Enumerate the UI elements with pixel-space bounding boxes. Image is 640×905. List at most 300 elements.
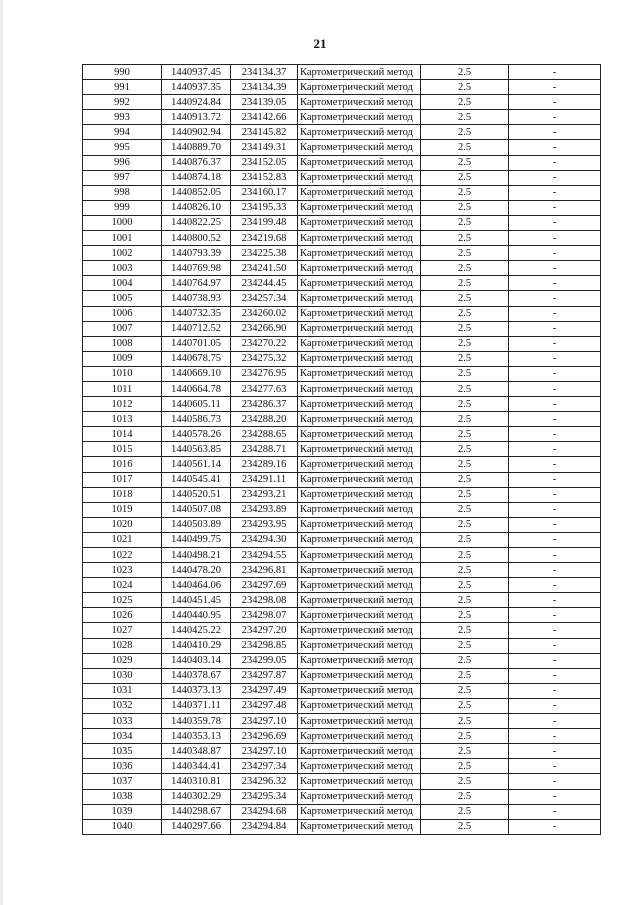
table-row <box>83 487 601 502</box>
table-row <box>83 185 601 200</box>
table-row <box>83 774 601 789</box>
y-coordinate-cell: 234288.65 <box>231 427 298 442</box>
description-cell: - <box>509 638 601 653</box>
accuracy-cell: 2.5 <box>421 638 509 653</box>
x-coordinate-cell: 1440605.11 <box>162 397 231 412</box>
method-cell: Картометрический метод <box>298 578 421 593</box>
table-row <box>83 366 601 381</box>
y-coordinate-cell: 234297.48 <box>231 698 298 713</box>
x-coordinate-cell: 1440664.78 <box>162 381 231 396</box>
table-row <box>83 819 601 834</box>
method-cell: Картометрический метод <box>298 472 421 487</box>
x-coordinate-cell: 1440520.51 <box>162 487 231 502</box>
method-cell: Картометрический метод <box>298 65 421 80</box>
y-coordinate-cell: 234291.11 <box>231 472 298 487</box>
x-coordinate-cell: 1440310.81 <box>162 774 231 789</box>
x-coordinate-cell: 1440371.11 <box>162 698 231 713</box>
method-cell: Картометрический метод <box>298 698 421 713</box>
y-coordinate-cell: 234145.82 <box>231 125 298 140</box>
accuracy-cell: 2.5 <box>421 140 509 155</box>
y-coordinate-cell: 234297.49 <box>231 683 298 698</box>
x-coordinate-cell: 1440302.29 <box>162 789 231 804</box>
point-number-cell: 1018 <box>83 487 162 502</box>
point-number-cell: 998 <box>83 185 162 200</box>
table-row <box>83 110 601 125</box>
table-row <box>83 578 601 593</box>
point-number-cell: 1014 <box>83 427 162 442</box>
table-row <box>83 593 601 608</box>
method-cell: Картометрический метод <box>298 276 421 291</box>
x-coordinate-cell: 1440507.08 <box>162 502 231 517</box>
accuracy-cell: 2.5 <box>421 110 509 125</box>
y-coordinate-cell: 234142.66 <box>231 110 298 125</box>
method-cell: Картометрический метод <box>298 351 421 366</box>
description-cell: - <box>509 125 601 140</box>
accuracy-cell: 2.5 <box>421 548 509 563</box>
method-cell: Картометрический метод <box>298 668 421 683</box>
method-cell: Картометрический метод <box>298 502 421 517</box>
method-cell: Картометрический метод <box>298 261 421 276</box>
description-cell: - <box>509 155 601 170</box>
method-cell: Картометрический метод <box>298 638 421 653</box>
y-coordinate-cell: 234149.31 <box>231 140 298 155</box>
method-cell: Картометрический метод <box>298 729 421 744</box>
point-number-cell: 995 <box>83 140 162 155</box>
description-cell: - <box>509 442 601 457</box>
y-coordinate-cell: 234244.45 <box>231 276 298 291</box>
point-number-cell: 1027 <box>83 623 162 638</box>
table-row <box>83 412 601 427</box>
y-coordinate-cell: 234277.63 <box>231 381 298 396</box>
x-coordinate-cell: 1440902.94 <box>162 125 231 140</box>
description-cell: - <box>509 95 601 110</box>
table-row <box>83 397 601 412</box>
point-number-cell: 1039 <box>83 804 162 819</box>
y-coordinate-cell: 234257.34 <box>231 291 298 306</box>
x-coordinate-cell: 1440297.66 <box>162 819 231 834</box>
y-coordinate-cell: 234266.90 <box>231 321 298 336</box>
method-cell: Картометрический метод <box>298 683 421 698</box>
accuracy-cell: 2.5 <box>421 532 509 547</box>
table-row <box>83 804 601 819</box>
accuracy-cell: 2.5 <box>421 155 509 170</box>
description-cell: - <box>509 759 601 774</box>
y-coordinate-cell: 234152.05 <box>231 155 298 170</box>
y-coordinate-cell: 234134.39 <box>231 80 298 95</box>
y-coordinate-cell: 234152.83 <box>231 170 298 185</box>
accuracy-cell: 2.5 <box>421 306 509 321</box>
description-cell: - <box>509 306 601 321</box>
method-cell: Картометрический метод <box>298 185 421 200</box>
point-number-cell: 1038 <box>83 789 162 804</box>
accuracy-cell: 2.5 <box>421 789 509 804</box>
x-coordinate-cell: 1440464.06 <box>162 578 231 593</box>
accuracy-cell: 2.5 <box>421 321 509 336</box>
description-cell: - <box>509 744 601 759</box>
y-coordinate-cell: 234297.20 <box>231 623 298 638</box>
x-coordinate-cell: 1440451.45 <box>162 593 231 608</box>
point-number-cell: 1016 <box>83 457 162 472</box>
table-row <box>83 472 601 487</box>
method-cell: Картометрический метод <box>298 819 421 834</box>
y-coordinate-cell: 234296.81 <box>231 563 298 578</box>
method-cell: Картометрический метод <box>298 653 421 668</box>
method-cell: Картометрический метод <box>298 442 421 457</box>
y-coordinate-cell: 234295.34 <box>231 789 298 804</box>
description-cell: - <box>509 789 601 804</box>
description-cell: - <box>509 276 601 291</box>
description-cell: - <box>509 336 601 351</box>
y-coordinate-cell: 234195.33 <box>231 200 298 215</box>
page-number: 21 <box>313 36 327 51</box>
accuracy-cell: 2.5 <box>421 185 509 200</box>
table-row <box>83 502 601 517</box>
y-coordinate-cell: 234294.30 <box>231 532 298 547</box>
y-coordinate-cell: 234260.02 <box>231 306 298 321</box>
y-coordinate-cell: 234299.05 <box>231 653 298 668</box>
point-number-cell: 1003 <box>83 261 162 276</box>
table-row <box>83 683 601 698</box>
method-cell: Картометрический метод <box>298 366 421 381</box>
method-cell: Картометрический метод <box>298 759 421 774</box>
table-row <box>83 457 601 472</box>
x-coordinate-cell: 1440874.18 <box>162 170 231 185</box>
description-cell: - <box>509 231 601 246</box>
y-coordinate-cell: 234289.16 <box>231 457 298 472</box>
description-cell: - <box>509 548 601 563</box>
table-row <box>83 80 601 95</box>
table-row <box>83 336 601 351</box>
x-coordinate-cell: 1440586.73 <box>162 412 231 427</box>
x-coordinate-cell: 1440669.10 <box>162 366 231 381</box>
accuracy-cell: 2.5 <box>421 291 509 306</box>
description-cell: - <box>509 65 601 80</box>
point-number-cell: 1031 <box>83 683 162 698</box>
point-number-cell: 1024 <box>83 578 162 593</box>
accuracy-cell: 2.5 <box>421 819 509 834</box>
x-coordinate-cell: 1440440.95 <box>162 608 231 623</box>
point-number-cell: 1026 <box>83 608 162 623</box>
table-row <box>83 215 601 230</box>
y-coordinate-cell: 234288.71 <box>231 442 298 457</box>
accuracy-cell: 2.5 <box>421 608 509 623</box>
point-number-cell: 1037 <box>83 774 162 789</box>
y-coordinate-cell: 234276.95 <box>231 366 298 381</box>
description-cell: - <box>509 563 601 578</box>
description-cell: - <box>509 668 601 683</box>
method-cell: Картометрический метод <box>298 321 421 336</box>
x-coordinate-cell: 1440738.93 <box>162 291 231 306</box>
table-row <box>83 351 601 366</box>
x-coordinate-cell: 1440822.25 <box>162 215 231 230</box>
description-cell: - <box>509 532 601 547</box>
table-row <box>83 714 601 729</box>
point-number-cell: 1035 <box>83 744 162 759</box>
description-cell: - <box>509 502 601 517</box>
description-cell: - <box>509 185 601 200</box>
method-cell: Картометрический метод <box>298 200 421 215</box>
y-coordinate-cell: 234297.10 <box>231 744 298 759</box>
accuracy-cell: 2.5 <box>421 170 509 185</box>
accuracy-cell: 2.5 <box>421 517 509 532</box>
y-coordinate-cell: 234297.34 <box>231 759 298 774</box>
x-coordinate-cell: 1440561.14 <box>162 457 231 472</box>
point-number-cell: 1034 <box>83 729 162 744</box>
point-number-cell: 1029 <box>83 653 162 668</box>
x-coordinate-cell: 1440298.67 <box>162 804 231 819</box>
accuracy-cell: 2.5 <box>421 366 509 381</box>
accuracy-cell: 2.5 <box>421 200 509 215</box>
accuracy-cell: 2.5 <box>421 336 509 351</box>
method-cell: Картометрический метод <box>298 608 421 623</box>
accuracy-cell: 2.5 <box>421 412 509 427</box>
table-row <box>83 95 601 110</box>
accuracy-cell: 2.5 <box>421 95 509 110</box>
accuracy-cell: 2.5 <box>421 729 509 744</box>
x-coordinate-cell: 1440852.05 <box>162 185 231 200</box>
y-coordinate-cell: 234293.95 <box>231 517 298 532</box>
description-cell: - <box>509 623 601 638</box>
y-coordinate-cell: 234298.85 <box>231 638 298 653</box>
table-row <box>83 653 601 668</box>
y-coordinate-cell: 234294.68 <box>231 804 298 819</box>
x-coordinate-cell: 1440563.85 <box>162 442 231 457</box>
accuracy-cell: 2.5 <box>421 668 509 683</box>
x-coordinate-cell: 1440359.78 <box>162 714 231 729</box>
table-row <box>83 231 601 246</box>
point-number-cell: 1030 <box>83 668 162 683</box>
description-cell: - <box>509 714 601 729</box>
description-cell: - <box>509 366 601 381</box>
accuracy-cell: 2.5 <box>421 593 509 608</box>
table-row <box>83 276 601 291</box>
point-number-cell: 1008 <box>83 336 162 351</box>
table-row <box>83 246 601 261</box>
method-cell: Картометрический метод <box>298 110 421 125</box>
x-coordinate-cell: 1440425.22 <box>162 623 231 638</box>
y-coordinate-cell: 234275.32 <box>231 351 298 366</box>
point-number-cell: 1019 <box>83 502 162 517</box>
accuracy-cell: 2.5 <box>421 744 509 759</box>
y-coordinate-cell: 234139.05 <box>231 95 298 110</box>
y-coordinate-cell: 234298.08 <box>231 593 298 608</box>
table-row <box>83 125 601 140</box>
x-coordinate-cell: 1440545.41 <box>162 472 231 487</box>
x-coordinate-cell: 1440348.87 <box>162 744 231 759</box>
accuracy-cell: 2.5 <box>421 261 509 276</box>
x-coordinate-cell: 1440889.70 <box>162 140 231 155</box>
description-cell: - <box>509 397 601 412</box>
accuracy-cell: 2.5 <box>421 246 509 261</box>
accuracy-cell: 2.5 <box>421 714 509 729</box>
point-number-cell: 1015 <box>83 442 162 457</box>
accuracy-cell: 2.5 <box>421 472 509 487</box>
description-cell: - <box>509 261 601 276</box>
method-cell: Картометрический метод <box>298 125 421 140</box>
method-cell: Картометрический метод <box>298 397 421 412</box>
table-row <box>83 548 601 563</box>
description-cell: - <box>509 427 601 442</box>
description-cell: - <box>509 140 601 155</box>
point-number-cell: 1012 <box>83 397 162 412</box>
table-row <box>83 532 601 547</box>
table-row <box>83 306 601 321</box>
method-cell: Картометрический метод <box>298 155 421 170</box>
point-number-cell: 1010 <box>83 366 162 381</box>
description-cell: - <box>509 321 601 336</box>
point-number-cell: 991 <box>83 80 162 95</box>
x-coordinate-cell: 1440876.37 <box>162 155 231 170</box>
method-cell: Картометрический метод <box>298 714 421 729</box>
point-number-cell: 1002 <box>83 246 162 261</box>
point-number-cell: 992 <box>83 95 162 110</box>
description-cell: - <box>509 774 601 789</box>
x-coordinate-cell: 1440913.72 <box>162 110 231 125</box>
description-cell: - <box>509 291 601 306</box>
method-cell: Картометрический метод <box>298 789 421 804</box>
description-cell: - <box>509 698 601 713</box>
table-row <box>83 638 601 653</box>
y-coordinate-cell: 234296.32 <box>231 774 298 789</box>
point-number-cell: 1007 <box>83 321 162 336</box>
scan-edge <box>0 0 3 905</box>
description-cell: - <box>509 804 601 819</box>
method-cell: Картометрический метод <box>298 246 421 261</box>
y-coordinate-cell: 234160.17 <box>231 185 298 200</box>
point-number-cell: 1040 <box>83 819 162 834</box>
y-coordinate-cell: 234297.87 <box>231 668 298 683</box>
method-cell: Картометрический метод <box>298 593 421 608</box>
method-cell: Картометрический метод <box>298 517 421 532</box>
method-cell: Картометрический метод <box>298 412 421 427</box>
x-coordinate-cell: 1440937.35 <box>162 80 231 95</box>
method-cell: Картометрический метод <box>298 215 421 230</box>
y-coordinate-cell: 234219.68 <box>231 231 298 246</box>
table-row <box>83 170 601 185</box>
accuracy-cell: 2.5 <box>421 804 509 819</box>
accuracy-cell: 2.5 <box>421 231 509 246</box>
x-coordinate-cell: 1440937.45 <box>162 65 231 80</box>
accuracy-cell: 2.5 <box>421 125 509 140</box>
description-cell: - <box>509 457 601 472</box>
coordinates-table-body <box>83 65 601 835</box>
description-cell: - <box>509 653 601 668</box>
point-number-cell: 1001 <box>83 231 162 246</box>
description-cell: - <box>509 110 601 125</box>
accuracy-cell: 2.5 <box>421 457 509 472</box>
table-row <box>83 517 601 532</box>
table-row <box>83 729 601 744</box>
method-cell: Картометрический метод <box>298 336 421 351</box>
method-cell: Картометрический метод <box>298 623 421 638</box>
method-cell: Картометрический метод <box>298 291 421 306</box>
point-number-cell: 993 <box>83 110 162 125</box>
x-coordinate-cell: 1440503.89 <box>162 517 231 532</box>
table-row <box>83 291 601 306</box>
method-cell: Картометрический метод <box>298 548 421 563</box>
x-coordinate-cell: 1440732.35 <box>162 306 231 321</box>
y-coordinate-cell: 234294.84 <box>231 819 298 834</box>
accuracy-cell: 2.5 <box>421 502 509 517</box>
x-coordinate-cell: 1440378.67 <box>162 668 231 683</box>
y-coordinate-cell: 234293.89 <box>231 502 298 517</box>
accuracy-cell: 2.5 <box>421 276 509 291</box>
description-cell: - <box>509 215 601 230</box>
point-number-cell: 1011 <box>83 381 162 396</box>
point-number-cell: 1036 <box>83 759 162 774</box>
table-row <box>83 759 601 774</box>
x-coordinate-cell: 1440403.14 <box>162 653 231 668</box>
point-number-cell: 1020 <box>83 517 162 532</box>
description-cell: - <box>509 683 601 698</box>
method-cell: Картометрический метод <box>298 170 421 185</box>
accuracy-cell: 2.5 <box>421 698 509 713</box>
accuracy-cell: 2.5 <box>421 427 509 442</box>
y-coordinate-cell: 234241.50 <box>231 261 298 276</box>
method-cell: Картометрический метод <box>298 140 421 155</box>
description-cell: - <box>509 381 601 396</box>
description-cell: - <box>509 593 601 608</box>
point-number-cell: 994 <box>83 125 162 140</box>
accuracy-cell: 2.5 <box>421 683 509 698</box>
x-coordinate-cell: 1440410.29 <box>162 638 231 653</box>
x-coordinate-cell: 1440701.05 <box>162 336 231 351</box>
point-number-cell: 1023 <box>83 563 162 578</box>
x-coordinate-cell: 1440678.75 <box>162 351 231 366</box>
point-number-cell: 1021 <box>83 532 162 547</box>
table-row <box>83 321 601 336</box>
method-cell: Картометрический метод <box>298 774 421 789</box>
y-coordinate-cell: 234297.69 <box>231 578 298 593</box>
description-cell: - <box>509 80 601 95</box>
accuracy-cell: 2.5 <box>421 442 509 457</box>
table-row <box>83 200 601 215</box>
table-row <box>83 608 601 623</box>
method-cell: Картометрический метод <box>298 457 421 472</box>
x-coordinate-cell: 1440769.98 <box>162 261 231 276</box>
accuracy-cell: 2.5 <box>421 80 509 95</box>
method-cell: Картометрический метод <box>298 306 421 321</box>
point-number-cell: 1009 <box>83 351 162 366</box>
method-cell: Картометрический метод <box>298 427 421 442</box>
y-coordinate-cell: 234270.22 <box>231 336 298 351</box>
method-cell: Картометрический метод <box>298 381 421 396</box>
description-cell: - <box>509 412 601 427</box>
table-row <box>83 155 601 170</box>
method-cell: Картометрический метод <box>298 804 421 819</box>
accuracy-cell: 2.5 <box>421 65 509 80</box>
x-coordinate-cell: 1440478.20 <box>162 563 231 578</box>
accuracy-cell: 2.5 <box>421 215 509 230</box>
table-row <box>83 698 601 713</box>
table-row <box>83 381 601 396</box>
coordinates-table <box>82 64 601 835</box>
description-cell: - <box>509 608 601 623</box>
x-coordinate-cell: 1440499.75 <box>162 532 231 547</box>
table-row <box>83 563 601 578</box>
y-coordinate-cell: 234298.07 <box>231 608 298 623</box>
x-coordinate-cell: 1440498.21 <box>162 548 231 563</box>
x-coordinate-cell: 1440800.52 <box>162 231 231 246</box>
description-cell: - <box>509 246 601 261</box>
point-number-cell: 1013 <box>83 412 162 427</box>
table-row <box>83 744 601 759</box>
method-cell: Картометрический метод <box>298 231 421 246</box>
point-number-cell: 1028 <box>83 638 162 653</box>
accuracy-cell: 2.5 <box>421 623 509 638</box>
table-row <box>83 427 601 442</box>
accuracy-cell: 2.5 <box>421 397 509 412</box>
